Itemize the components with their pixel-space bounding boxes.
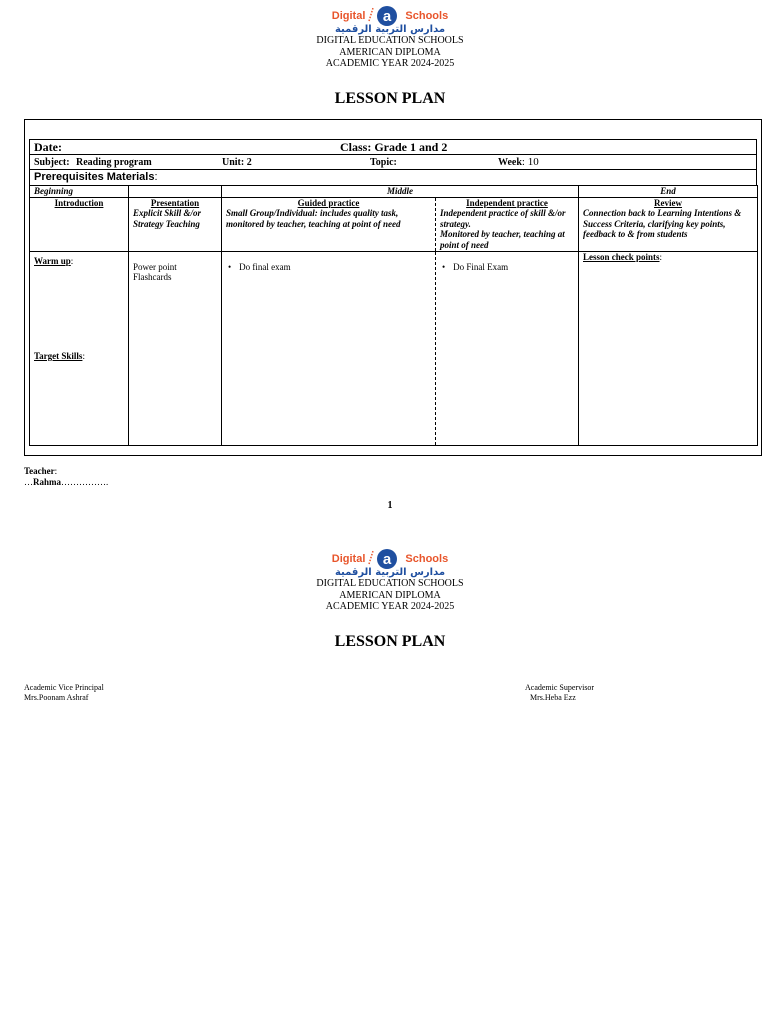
- guided-bullet-item: • Do final exam: [228, 261, 291, 272]
- phase-middle: Middle: [222, 186, 579, 198]
- academic-year: ACADEMIC YEAR 2024-2025: [325, 58, 455, 69]
- col-guided: [222, 197, 436, 251]
- logo-word-digital: Digital: [331, 10, 366, 22]
- subject-value[interactable]: Reading program: [76, 157, 152, 168]
- teacher-name: Rahma: [33, 477, 62, 487]
- presentation-line: Power point: [133, 261, 177, 272]
- warmup-field: Warm up:: [34, 255, 74, 266]
- prerequisites-field[interactable]: [34, 170, 158, 185]
- warmup-label: Warm up: [34, 255, 71, 266]
- school-logo: [0, 5, 768, 35]
- svg-text:a: a: [383, 551, 392, 568]
- presentation-desc: Explicit Skill &/or Strategy Teaching: [133, 208, 202, 229]
- diploma-line: AMERICAN DIPLOMA: [339, 589, 441, 601]
- checkpoints-field: Lesson check points:: [583, 251, 663, 262]
- target-skills-label: Target Skills: [34, 351, 83, 361]
- guided-desc: Small Group/Individual: includes quality task, monitored by teacher, teaching at point of need: [226, 208, 401, 229]
- logo-word-digital: Digital: [331, 553, 366, 565]
- page-title: LESSON PLAN: [334, 632, 446, 650]
- page-header-2: [0, 548, 768, 651]
- col-review: [579, 197, 758, 251]
- vice-principal-name: Mrs.Poonam Ashraf: [24, 693, 89, 702]
- lesson-stages-table: [29, 185, 758, 446]
- independent-bullet-item: • Do Final Exam: [442, 261, 509, 272]
- subject-label: Subject:: [34, 157, 70, 168]
- school-name: DIGITAL EDUCATION SCHOOLS: [316, 35, 464, 46]
- independent-desc-2: Monitored by teacher, teaching at point of need: [440, 229, 565, 250]
- presentation-line: Flashcards: [133, 272, 172, 282]
- teacher-label: Teacher: [24, 466, 55, 476]
- presentation-title: Presentation: [150, 197, 200, 208]
- bullet-icon: •: [442, 261, 446, 272]
- logo-word-schools: Schools: [405, 10, 449, 22]
- week-label: Week: [498, 157, 522, 168]
- page-title: LESSON PLAN: [334, 89, 446, 107]
- independent-cell[interactable]: [436, 251, 579, 445]
- week-value: : 10: [521, 156, 539, 168]
- col-presentation: [129, 197, 222, 251]
- class-label[interactable]: Class: Grade 1 and 2: [340, 140, 448, 154]
- date-class-row: [29, 139, 757, 155]
- supervisor-title: Academic Supervisor: [525, 683, 595, 692]
- academic-year: ACADEMIC YEAR 2024-2025: [325, 601, 455, 612]
- teacher-signature: Teacher: …Rahma…………….: [24, 466, 109, 487]
- supervisor-signature: [525, 683, 594, 703]
- review-cell[interactable]: [579, 251, 758, 445]
- logo-arabic-text: مدارس التربية الرقمية: [334, 567, 446, 578]
- logo-arabic-text: مدارس التربية الرقمية: [334, 24, 446, 35]
- bullet-icon: •: [228, 261, 232, 272]
- diploma-line: AMERICAN DIPLOMA: [339, 46, 441, 58]
- review-desc: Connection back to Learning Intentions & Success Criteria, clarifying key points, feedback to & from students: [583, 208, 742, 239]
- prerequisites-label: Prerequisites Materials: [34, 171, 155, 183]
- logo-word-schools: Schools: [405, 553, 449, 565]
- col-introduction: [30, 197, 129, 251]
- school-name: DIGITAL EDUCATION SCHOOLS: [316, 578, 464, 589]
- guided-title: Guided practice: [297, 197, 360, 208]
- prerequisites-row: [29, 169, 757, 186]
- supervisor-name: Mrs.Heba Ezz: [530, 693, 576, 702]
- content-row: [30, 251, 758, 445]
- page-number: 1: [387, 500, 393, 511]
- introduction-title: Introduction: [54, 197, 104, 208]
- week-field[interactable]: [498, 155, 539, 170]
- independent-title: Independent practice: [466, 197, 548, 208]
- unit-label[interactable]: Unit: 2: [222, 157, 252, 168]
- col-independent: [436, 197, 579, 251]
- lesson-plan-form: [24, 119, 762, 456]
- independent-desc: Independent practice of skill &/or strategy.: [440, 208, 566, 229]
- vice-principal-title: Academic Vice Principal: [24, 683, 104, 692]
- phase-beginning: Beginning: [30, 186, 129, 198]
- phase-row: [30, 186, 758, 198]
- subject-row: [29, 154, 757, 170]
- column-header-row: [30, 197, 758, 251]
- topic-label[interactable]: Topic:: [370, 157, 397, 168]
- introduction-cell[interactable]: [30, 251, 129, 445]
- svg-text:a: a: [383, 8, 392, 25]
- presentation-cell[interactable]: [129, 251, 222, 445]
- date-label[interactable]: Date:: [34, 140, 62, 154]
- school-logo: [0, 548, 768, 578]
- prerequisites-colon: :: [154, 171, 158, 183]
- guided-cell[interactable]: [222, 251, 436, 445]
- page-header: [0, 5, 768, 108]
- target-skills-field: Target Skills:: [34, 351, 85, 361]
- phase-end: End: [579, 186, 758, 198]
- review-title: Review: [654, 197, 682, 208]
- checkpoints-label: Lesson check points: [583, 251, 660, 262]
- vice-principal-signature: [24, 683, 104, 703]
